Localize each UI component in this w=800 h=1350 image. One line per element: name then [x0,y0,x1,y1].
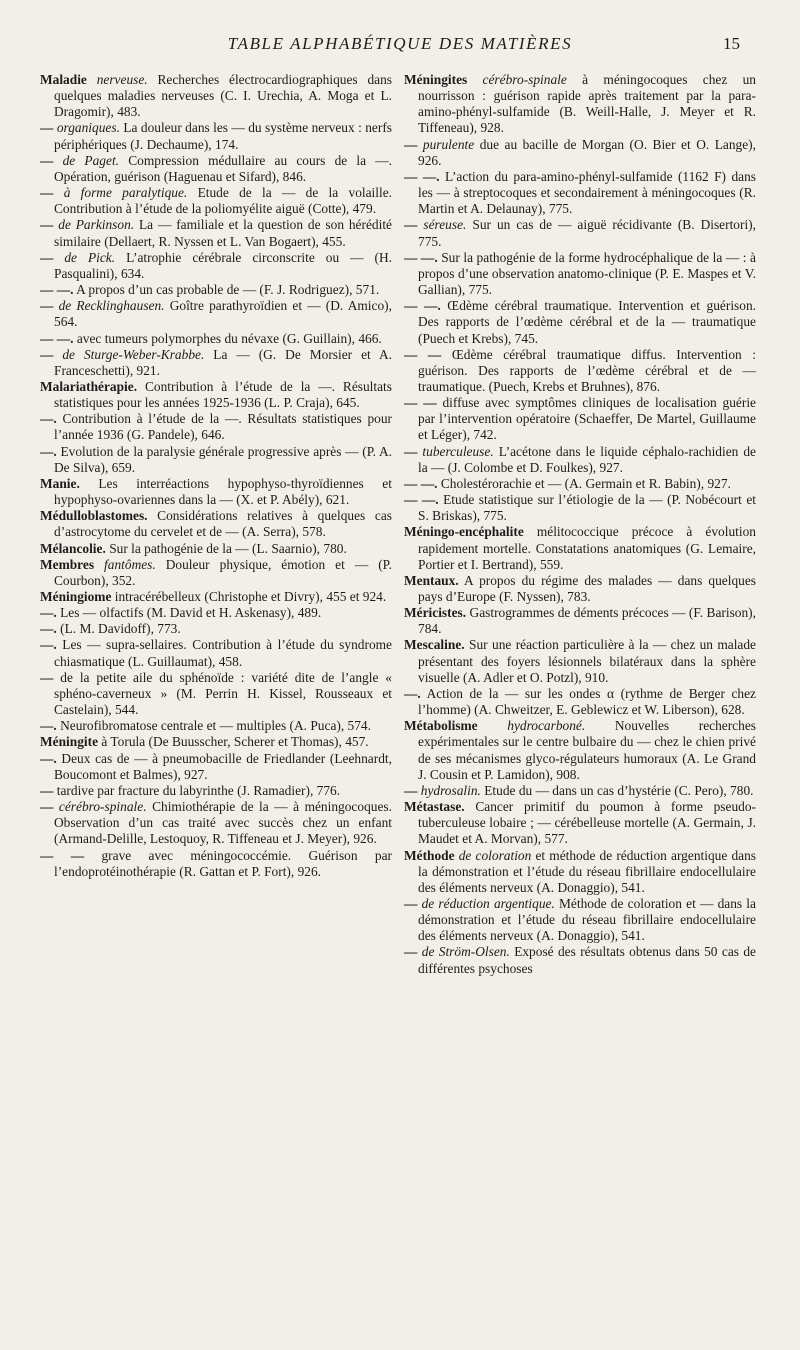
index-entry [404,944,756,976]
index-entry [404,799,756,847]
entry-heading: — —. [404,249,438,265]
entry-text: A propos d’un cas probable de — (F. J. Rodriguez), 571. [76,282,380,298]
entry-heading: — —. [404,168,440,184]
entry-heading: — [40,217,54,233]
index-entry [404,444,756,476]
entry-subheading: de coloration [458,847,532,863]
entry-heading: Méningiome [40,589,112,604]
index-entry [40,379,392,411]
entry-text: La — (G. De Morsier et A. Franceschetti), 921. [54,346,392,378]
entry-text: grave avec méningococcémie. Guérison par l’endoprotéinothérapie (R. Gattan et P. Fort), 926. [54,847,392,879]
index-entry [404,395,756,443]
page-number: 15 [723,34,740,53]
entry-heading: —. [404,685,421,701]
entry-subheading: séreuse. [423,217,467,233]
entry-text: Douleur physique, émotion et — (P. Courbon), 352. [54,556,392,588]
index-entry [404,848,756,896]
entry-heading: — [404,895,418,911]
entry-heading: — [40,249,54,265]
entry-heading: Méricistes. [404,605,467,621]
index-entry [404,896,756,944]
entry-heading: — —. [40,330,74,346]
entry-heading: — [40,120,54,136]
entry-text: Nouvelles recherches expérimentales sur le centre bulbaire du — chez le chien privé de ses mécanismes glyco-régulateurs humoraux (A. Le Grand J. Cousin et P. Lamidon), 908. [418,718,756,782]
entry-subheading: de Ström-Olsen. [421,944,510,960]
entry-text: Action de la — sur les ondes α (rythme de Berger chez l’homme) (A. Chweitzer, E. Geblewicz et W. Liberson), 628. [418,685,756,718]
index-entry [404,573,756,605]
entry-heading: — — [404,346,442,362]
index-entry [40,444,392,476]
index-entry [40,605,392,621]
entry-text: de la petite aile du sphénoïde : variété dite de l’angle « sphéno-caverneux » (M. Perrin H. Kissel, Rousseaux et Castelain), 544. [54,669,392,718]
index-entry [40,751,392,783]
entry-heading: — —. [404,298,441,314]
index-entry [40,621,392,637]
entry-text: Méthode de coloration et — dans la démonstration et l’étude du réseau fibrillaire endocellulaire des éléments nerveux (A. Donaggio), 541. [418,895,756,944]
entry-heading: — —. [40,282,74,298]
index-entry [404,72,756,137]
index-entry [404,217,756,249]
index-entry [40,347,392,379]
entry-heading: Mescaline. [404,637,465,653]
entry-subheading: hydrocarboné. [507,718,586,734]
index-entry [40,153,392,185]
left-column [40,72,392,880]
entry-heading: Médulloblastomes. [40,508,148,524]
entry-text: Evolution de la paralysie générale progressive après — (P. A. De Silva), 659. [54,443,392,475]
entry-text: L’acétone dans le liquide céphalo-rachidien de la — (J. Colombe et D. Foulkes), 927. [418,443,756,475]
index-entry [40,331,392,347]
entry-heading: Mélancolie. [40,540,106,556]
entry-heading: Membres [40,556,95,572]
entry-text: Sur la pathogénie de la forme hydrocéphalique de la — : à propos d’une observation anatomo-clinique (P. E. Maspes et V. Gallian), 775. [418,249,756,298]
entry-text: La — familiale et la question de son hérédité similaire (Dellaert, R. Nyssen et L. Van Bogaert), 455. [54,217,392,249]
entry-heading: —. [40,443,57,459]
entry-text: L’atrophie cérébrale circonscrite ou — (H. Pasqualini), 634. [54,249,392,281]
index-entry [40,783,392,799]
entry-subheading: organiques. [56,120,120,136]
entry-text: Les interréactions hypophyso-thyroïdiennes et hypophyso-ovariennes dans la — (X. et P. Abély), 621. [54,475,392,508]
entry-heading: — [40,346,54,362]
entry-text: Les — supra-sellaires. Contribution à l’étude du syndrome chiasmatique (L. Guillaumat), 458. [54,637,392,669]
running-title: TABLE ALPHABÉTIQUE DES MATIÈRES [227,34,573,53]
index-entry [404,492,756,524]
index-entry [40,848,392,880]
entry-text: avec tumeurs polymorphes du névaxe (G. Guillain), 466. [76,330,382,346]
entry-heading: — [404,944,418,960]
entry-heading: — [404,217,418,233]
entry-text: à Torula (De Buusscher, Scherer et Thomas), 457. [101,734,369,750]
index-entry [40,799,392,847]
entry-text: à méningocoques chez un nourrisson : guérison rapide après traitement par la para-amino-phényl-sulfamide (B. Weill-Halle, J. Meyer et R. Tiffeneau), 928. [418,72,756,136]
entry-subheading: nerveuse. [96,72,148,87]
entry-text: tardive par fracture du labyrinthe (J. Ramadier), 776. [56,782,341,798]
entry-text: Chimiothérapie de la — à méningocoques. Observation d’un cas traité avec succès chez un enfant (Armand-Delille, Lestoquoy, R. Tiffeneau et J. Meyer), 926. [54,799,392,847]
entry-subheading: à forme paralytique. [63,185,188,201]
entry-text: Œdème cérébral traumatique diffus. Intervention : guérison. Des rapports de l’œdème cérébral et de — traumatique. (Puech, Krebs et Bruhnes), 876. [418,346,756,394]
index-entry [40,476,392,508]
entry-heading: — — [404,395,437,411]
entry-text: Neurofibromatose centrale et — multiples (A. Puca), 574. [60,718,371,734]
entry-heading: Méningites [404,72,468,87]
entry-heading: Mentaux. [404,572,459,588]
entry-heading: Maladie [40,72,87,87]
index-entry [40,185,392,217]
entry-heading: Manie. [40,475,80,491]
entry-heading: — —. [404,475,438,491]
entry-text: Contribution à l’étude de la —. Résultats statistiques pour l’année 1936 (G. Pandele), 646. [54,411,392,443]
entry-heading: — [40,782,54,798]
entry-heading: Métabolisme [404,718,478,734]
index-entry [404,169,756,217]
entry-heading: — [40,152,54,168]
index-entry [40,589,392,605]
entry-subheading: de Recklinghausen. [58,298,165,314]
entry-heading: —. [40,411,57,427]
entry-subheading: fantômes. [104,556,156,572]
entry-heading: Méningo-encéphalite [404,524,524,540]
entry-subheading: de Parkinson. [58,217,135,233]
index-entry [40,718,392,734]
entry-heading: —. [40,605,57,621]
entry-text: Cholestérorachie et — (A. Germain et R. Babin), 927. [440,475,731,491]
entry-subheading: tuberculeuse. [422,443,494,459]
index-entry [40,670,392,718]
entry-text: Recherches électrocardiographiques dans quelques maladies nerveuses (C. I. Urechia, A. Moga et L. Dragomir), 483. [54,72,392,120]
entry-text: A propos du régime des malades — dans quelques pays d’Europe (F. Nyssen), 783. [418,572,756,604]
entry-text: Compression médullaire au cours de la —. Opération, guérison (Haguenau et Sifard), 846. [54,152,392,184]
entry-text: L’action du para-amino-phényl-sulfamide (1162 F) dans les — à streptocoques et secondairement à méningocoques (R. Martin et A. Delaunay), 775. [418,168,756,217]
entry-heading: — [404,443,418,459]
entry-subheading: cérébro-spinale. [58,799,147,815]
entry-text: Gastrogrammes de déments précoces — (F. Barison), 784. [418,605,756,637]
index-entry [404,524,756,572]
entry-heading: — [40,669,54,685]
index-entry [40,637,392,669]
page-header [0,34,800,56]
entry-text: Les — olfactifs (M. David et H. Askenasy), 489. [60,605,322,621]
entry-subheading: hydrosalin. [420,782,481,798]
index-entry [40,217,392,249]
right-column [404,72,756,977]
index-entry [404,718,756,783]
index-entry [404,605,756,637]
entry-heading: —. [40,750,57,766]
entry-subheading: de réduction argentique. [421,895,555,911]
index-entry [40,734,392,750]
entry-heading: — [404,136,418,152]
index-entry [40,72,392,120]
entry-subheading: de Pick. [64,249,116,265]
index-entry [404,783,756,799]
index-entry [40,557,392,589]
index-entry [404,637,756,685]
index-entry [404,298,756,346]
index-entry [404,476,756,492]
index-entry [404,250,756,298]
entry-text: Etude de la — de la volaille. Contribution à l’étude de la poliomyélite aiguë (Cotte), 479. [54,185,393,217]
index-entry [404,137,756,169]
entry-text: Etude du — dans un cas d’hystérie (C. Pero), 780. [484,782,754,798]
entry-text: (L. M. Davidoff), 773. [60,621,181,637]
entry-heading: —. [40,718,57,734]
index-entry [40,298,392,330]
entry-text: due au bacille de Morgan (O. Bier et O. Lange), 926. [418,136,756,168]
entry-text: Considérations relatives à quelques cas d’astrocytome du cervelet et de — (A. Serra), 578. [54,508,392,540]
entry-heading: — [40,799,54,815]
index-entry [40,508,392,540]
entry-heading: Métastase. [404,799,465,815]
entry-heading: Malariathérapie. [40,378,138,394]
index-entry [40,541,392,557]
entry-text: intracérébelleux (Christophe et Divry), 455 et 924. [114,589,387,604]
entry-heading: — [404,782,418,798]
index-entry [40,282,392,298]
index-entry [404,686,756,718]
entry-text: mélitococcique précoce à évolution rapidement mortelle. Constatations anatomiques (G. Lemaire, Portier et I. Bertrand), 559. [418,524,756,572]
entry-subheading: de Sturge-Weber-Krabbe. [62,346,205,362]
entry-heading: —. [40,621,57,637]
entry-heading: — — [40,847,85,863]
entry-heading: — [40,298,54,314]
index-entry [40,250,392,282]
entry-text: Sur une réaction particulière à la — chez un malade présentant des foyers lésionnels bilatéraux dans la sphère visuelle (A. Adler et O. Potzl), 910. [418,637,756,685]
entry-heading: Méthode [404,847,455,863]
entry-heading: — [40,185,54,201]
index-entry [40,411,392,443]
entry-heading: Méningite [40,734,99,750]
entry-text: Œdème cérébral traumatique. Intervention et guérison. Des rapports de l’œdème cérébral et de la — traumatique (Puech et Krebs), 745. [418,298,756,346]
entry-text: Sur la pathogénie de la — (L. Saarnio), 780. [109,540,347,556]
entry-subheading: purulente [422,136,475,152]
entry-text: et méthode de réduction argentique dans la démonstration et l’étude du réseau fibrillaire endocellulaire des éléments nerveux (A. Donaggio), 541. [418,847,756,895]
entry-text: diffuse avec symptômes cliniques de localisation guérie par l’intervention opératoire (Schaeffer, De Martel, Guillaume et Léger), 742. [418,395,756,443]
index-entry [40,120,392,152]
index-entry [404,347,756,395]
entry-text: Deux cas de — à pneumobacille de Friedlander (Leehnardt, Boucomont et Balmes), 927. [54,750,392,782]
entry-heading: —. [40,637,57,653]
entry-text: Etude statistique sur l’étiologie de la — (P. Nobécourt et S. Briskas), 775. [418,492,756,524]
entry-text: Exposé des résultats obtenus dans 50 cas de différentes psychoses [418,944,756,976]
entry-text: Goître parathyroïdien et — (D. Amico), 564. [54,298,392,330]
entry-subheading: de Paget. [62,152,120,168]
entry-text: La douleur dans les — du système nerveux : nerfs périphériques (J. Dechaume), 174. [54,120,392,152]
entry-subheading: cérébro-spinale [482,72,567,87]
entry-text: Cancer primitif du poumon à forme pseudo-tuberculeuse lobaire ; — cérébelleuse mortelle (A. Germain, J. Maudet et A. Morvan), 577. [418,799,756,847]
entry-heading: — —. [404,492,439,508]
entry-text: Contribution à l’étude de la —. Résultats statistiques pour les années 1925-1936 (L. P. Craja), 645. [54,378,392,411]
entry-text: Sur un cas de — aiguë récidivante (B. Disertori), 775. [418,217,756,249]
